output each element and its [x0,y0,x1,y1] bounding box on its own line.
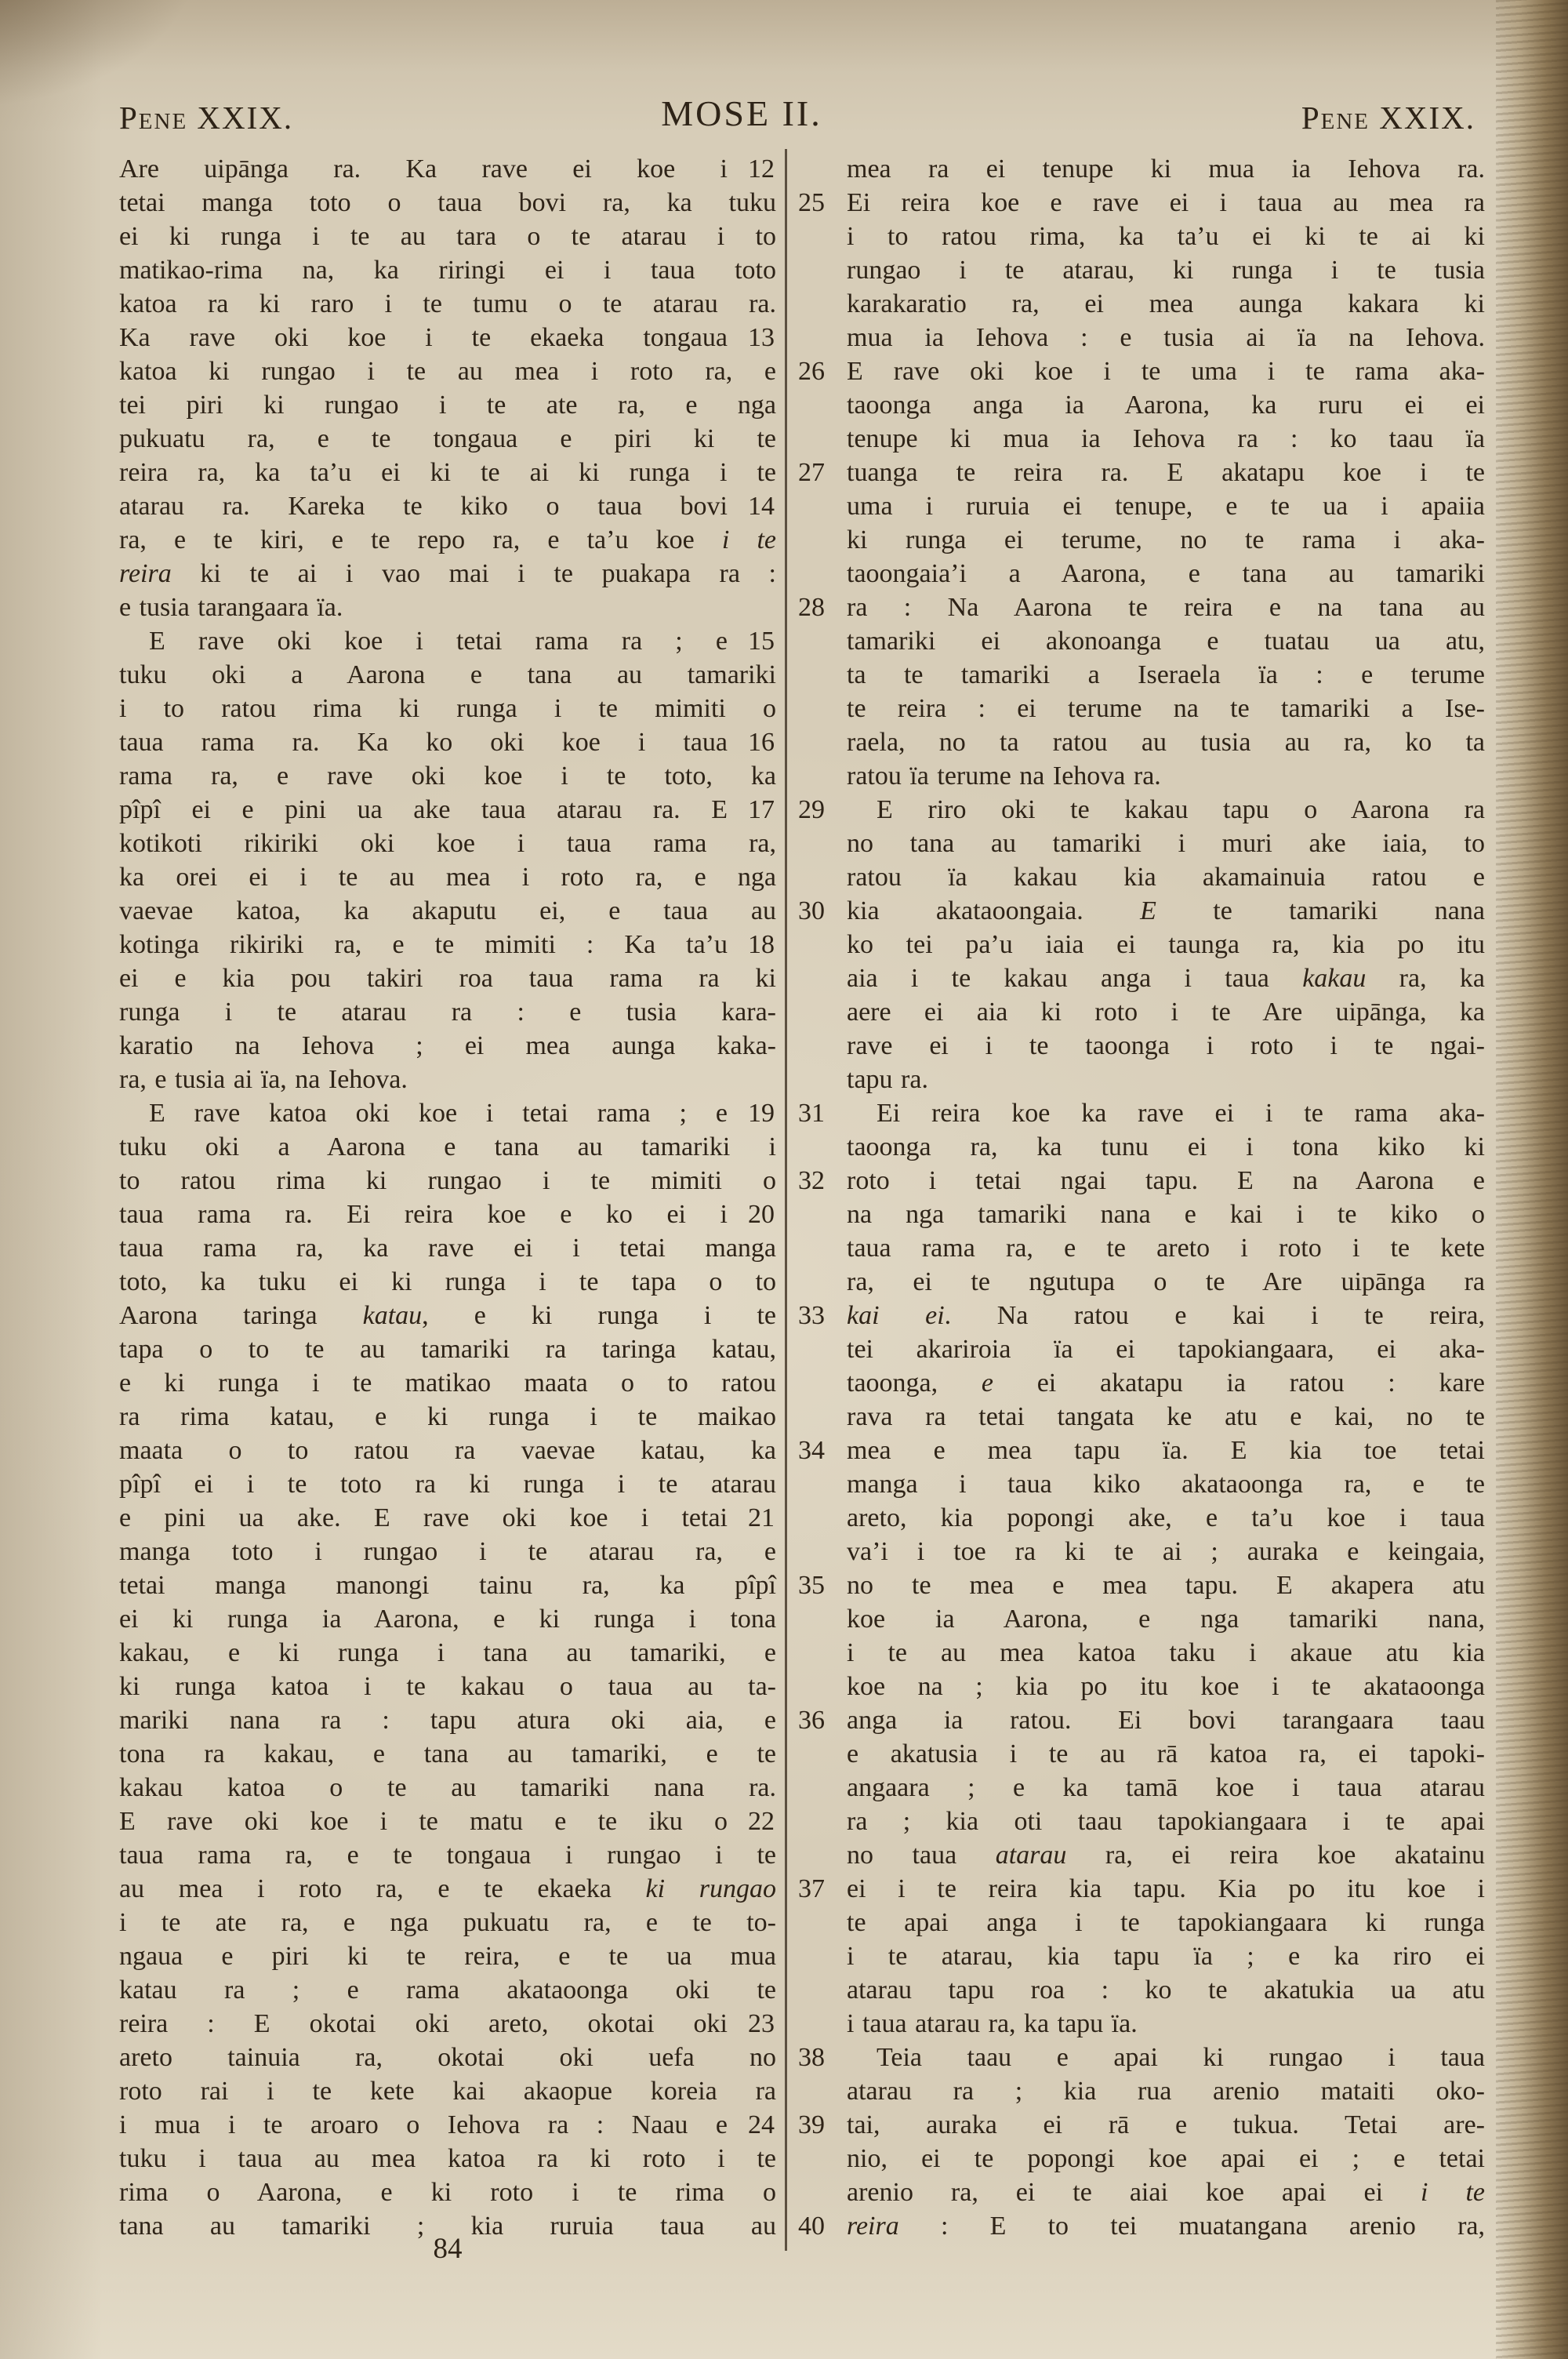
text-line [119,321,776,354]
verse-number: 13 [748,323,775,352]
verse-text: ki runga katoa i te kakau o taua au ta- [119,1672,776,1701]
text-line [798,894,1485,928]
text-line [119,1670,776,1703]
text-line [798,2175,1485,2209]
verse-text: pîpî ei e pini ua ake taua atarau ra. E [119,795,728,824]
verse-text: taoonga, e ei akatapu ia ratou : kare [847,1369,1485,1398]
text-line [119,523,776,557]
text-line [119,1029,776,1063]
text-line [798,354,1485,388]
text-line [798,1164,1485,1198]
text-line [798,1602,1485,1636]
text-line [798,1838,1485,1872]
verse-number: 12 [748,154,775,184]
verse-text: Teia taau e apai ki rungao i taua [877,2043,1485,2072]
verse-text: taoonga ra, ka tunu ei i tona kiko ki [847,1132,1485,1161]
verse-text: atarau tapu roa : ko te akatukia ua atu [847,1976,1485,2005]
text-line [798,1467,1485,1501]
text-line [798,422,1485,456]
verse-number: 35 [798,1571,825,1600]
verse-text: tei akariroia ïa ei tapokiangaara, ei aka- [847,1335,1485,1364]
verse-text: E rave oki koe i tetai rama ra ; e [149,627,728,656]
text-line [798,1703,1485,1737]
text-line [119,1130,776,1164]
text-line [119,860,776,894]
text-line [798,186,1485,220]
text-line [798,456,1485,489]
text-line [119,220,776,253]
verse-text: rungao i te atarau, ki runga i te tusia [847,256,1485,285]
verse-number: 24 [748,2110,775,2139]
verse-text: rama ra, e rave oki koe i te toto, ka [119,761,776,791]
verse-text: ei i te reira kia tapu. Kia po itu koe i [847,1874,1485,1903]
verse-text: rima o Aarona, e ki roto i te rima o [119,2178,776,2207]
verse-text: katau ra ; e rama akataoonga oki te [119,1976,776,2005]
text-line [119,557,776,591]
text-line [798,1096,1485,1130]
verse-number: 16 [748,728,775,757]
text-line [798,961,1485,995]
text-line [798,388,1485,422]
text-line [119,1906,776,1939]
text-line [119,1366,776,1400]
text-line [798,827,1485,860]
verse-text: na nga tamariki nana e kai i te kiko o [847,1200,1485,1229]
verse-text: tuku oki a Aarona e tana au tamariki [119,660,776,689]
verse-number: 32 [798,1166,825,1195]
verse-text: ra, e te kiri, e te repo ra, e ta’u koe i te [119,525,776,554]
text-line [798,253,1485,287]
book-page-edge [1496,0,1568,2359]
verse-text: i te au mea katoa taku i akaue atu kia [847,1638,1485,1667]
text-line [119,759,776,793]
text-line [798,1670,1485,1703]
verse-text: mea ra ei tenupe ki mua ia Iehova ra. [847,154,1485,184]
verse-number: 17 [748,795,775,824]
verse-text: matikao-rima na, ka riringi ei i taua toto [119,256,776,285]
verse-text: katoa ki rungao i te au mea i roto ra, e [119,357,776,386]
right-text-column [798,152,1485,2243]
text-line [119,186,776,220]
verse-text: tana au tamariki ; kia ruruia taua au [119,2212,776,2241]
text-line [119,995,776,1029]
verse-text: roto i tetai ngai tapu. E na Aarona e [847,1166,1485,1195]
verse-text: i taua atarau ra, ka tapu ïa. [847,2009,1138,2038]
running-head-book-title: MOSE II. [661,93,822,133]
text-line [119,2074,776,2108]
verse-text: mariki nana ra : tapu atura oki aia, e [119,1706,776,1735]
verse-text: reira : E okotai oki areto, okotai oki [119,2009,728,2038]
verse-text: mua ia Iehova : e tusia ai ïa na Iehova. [847,323,1485,352]
text-line [119,961,776,995]
text-line [119,1771,776,1805]
text-line [119,1434,776,1467]
text-line [798,287,1485,321]
text-line [798,860,1485,894]
verse-number: 29 [798,795,825,824]
verse-text: E riro oki te kakau tapu o Aarona ra [877,795,1485,824]
verse-text: taua rama ra. Ka ko oki koe i taua [119,728,728,757]
text-line [119,1467,776,1501]
verse-text: tetai manga toto o taua bovi ra, ka tuku [119,188,776,217]
text-line [119,1703,776,1737]
text-line [119,1400,776,1434]
verse-text: ki runga ei terume, no te rama i aka- [847,525,1485,554]
verse-text: taoongaia’i a Aarona, e tana au tamariki [847,559,1485,588]
verse-text: i te ate ra, e nga pukuatu ra, e te to- [119,1908,776,1937]
verse-text: e pini ua ake. E rave oki koe i tetai [119,1503,728,1532]
verse-text: ra rima katau, e ki runga i te maikao [119,1402,776,1431]
text-line [798,1434,1485,1467]
text-line [119,152,776,186]
text-line [798,2074,1485,2108]
text-line [119,1231,776,1265]
text-line [119,2142,776,2175]
text-line [798,1973,1485,2007]
verse-text: Ka rave oki koe i te ekaeka tongaua [119,323,728,352]
text-line [119,1805,776,1838]
text-line [798,1568,1485,1602]
text-line [119,1636,776,1670]
text-line [798,1366,1485,1400]
verse-text: tona ra kakau, e tana au tamariki, e te [119,1739,776,1768]
text-line [798,1198,1485,1231]
running-head-chapter-left: Pene XXIX. [119,100,294,136]
verse-text: te reira : ei terume na te tamariki a Ise- [847,694,1485,723]
verse-text: i te atarau, kia tapu ïa ; e ka riro ei [847,1942,1485,1971]
verse-text: rave ei i te taoonga i roto i te ngai- [847,1031,1485,1060]
text-line [119,894,776,928]
text-line [119,1973,776,2007]
text-line [119,658,776,692]
page-number: 84 [433,2233,463,2265]
verse-text: ei ki runga ia Aarona, e ki runga i tona [119,1605,776,1634]
verse-text: uma i ruruia ei tenupe, e te ua i apaiia [847,492,1485,521]
verse-text: ngaua e piri ki te reira, e te ua mua [119,1942,776,1971]
verse-text: arenio ra, ei te aiai koe apai ei i te [847,2178,1486,2207]
verse-text: tai, auraka ei rā e tukua. Tetai are- [847,2110,1485,2139]
verse-number: 19 [748,1099,775,1128]
verse-text: tenupe ki mua ia Iehova ra : ko taau ïa [847,424,1485,453]
verse-text: ra : Na Aarona te reira e na tana au [847,593,1485,622]
text-line [798,2007,1485,2041]
text-line [119,1568,776,1602]
text-line [798,2108,1485,2142]
verse-text: raela, no ta ratou au tusia au ra, ko ta [847,728,1485,757]
text-line [798,1265,1485,1299]
verse-text: E rave oki koe i te uma i te rama aka- [847,357,1485,386]
verse-text: tapa o to te au tamariki ra taringa katau, [119,1335,776,1364]
text-line [798,1029,1485,1063]
text-line [798,1063,1485,1096]
verse-text: Are uipānga ra. Ka rave ei koe i [119,154,728,184]
text-line [119,725,776,759]
verse-text: nio, ei te popongi koe apai ei ; e tetai [847,2144,1485,2173]
verse-number: 28 [798,593,825,622]
text-line [119,2041,776,2074]
verse-text: e tusia tarangaara ïa. [119,593,343,622]
text-line [798,995,1485,1029]
verse-text: no tana au tamariki i muri ake iaia, to [847,829,1485,858]
verse-number: 30 [798,896,825,925]
verse-text: i to ratou rima ki runga i te mimiti o [119,694,776,723]
text-line [119,827,776,860]
verse-text: pîpî ei i te toto ra ki runga i te atarau [119,1470,776,1499]
verse-text: runga i te atarau ra : e tusia kara- [119,998,776,1027]
text-line [119,793,776,827]
text-line [119,287,776,321]
text-line [798,692,1485,725]
verse-text: taua rama ra. Ei reira koe e ko ei i [119,1200,728,1229]
text-line [119,388,776,422]
verse-text: Ei reira koe e rave ei i taua au mea ra [847,188,1485,217]
verse-text: maata o to ratou ra vaevae katau, ka [119,1436,776,1465]
verse-text: Ei reira koe ka rave ei i te rama aka- [877,1099,1485,1128]
text-line [798,658,1485,692]
text-line [119,1602,776,1636]
text-line [798,1400,1485,1434]
verse-text: aia i te kakau anga i taua kakau ra, ka [847,964,1485,993]
text-line [798,557,1485,591]
verse-text: i mua i te aroaro o Iehova ra : Naau e [119,2110,728,2139]
verse-text: tetai manga manongi tainu ra, ka pîpî [119,1571,776,1600]
verse-text: e akatusia i te au rā katoa ra, ei tapoki- [847,1739,1485,1768]
text-line [119,1265,776,1299]
running-head-chapter-right: Pene XXIX. [1301,100,1475,136]
verse-text: pukuatu ra, e te tongaua e piri ki te [119,424,776,453]
text-line [119,1299,776,1332]
verse-text: tapu ra. [847,1065,928,1094]
verse-number: 21 [748,1503,775,1532]
verse-text: kia akataoongaia. E te tamariki nana [847,896,1485,925]
verse-number: 33 [798,1301,825,1330]
text-line [798,1737,1485,1771]
verse-text: anga ia ratou. Ei bovi tarangaara taau [847,1706,1485,1735]
verse-text: karakaratio ra, ei mea aunga kakara ki [847,289,1485,318]
text-line [798,1332,1485,1366]
verse-text: taua rama ra, e te areto i roto i te kete [847,1234,1485,1263]
text-line [119,1939,776,1973]
verse-text: au mea i roto ra, e te ekaeka ki rungao [119,1874,776,1903]
verse-text: ta te tamariki a Iseraela ïa : e terume [847,660,1485,689]
column-divider-rule [785,149,787,2251]
text-line [798,1771,1485,1805]
verse-text: vaevae katoa, ka akaputu ei, e taua au [119,896,776,925]
text-line [798,1130,1485,1164]
verse-number: 18 [748,930,775,959]
verse-text: toto, ka tuku ei ki runga i te tapa o to [119,1267,776,1296]
text-line [798,1939,1485,1973]
verse-text: e ki runga i te matikao maata o to ratou [119,1369,776,1398]
text-line [119,489,776,523]
verse-number: 26 [798,357,825,386]
verse-text: angaara ; e ka tamā koe i taua atarau [847,1773,1485,1802]
text-line [119,624,776,658]
verse-number: 14 [748,492,775,521]
text-line [119,692,776,725]
verse-number: 31 [798,1099,825,1128]
text-line [119,1063,776,1096]
verse-text: ratou ïa terume na Iehova ra. [847,761,1161,791]
text-line [119,354,776,388]
verse-text: tamariki ei akonoanga e tuatau ua atu, [847,627,1485,656]
verse-text: karatio na Iehova ; ei mea aunga kaka- [119,1031,776,1060]
text-line [798,523,1485,557]
text-line [798,1231,1485,1265]
verse-text: ratou ïa kakau kia akamainuia ratou e [847,863,1485,892]
text-line [798,489,1485,523]
text-line [798,928,1485,961]
text-line [119,1164,776,1198]
text-line [119,2007,776,2041]
text-line [798,591,1485,624]
verse-text: tei piri ki rungao i te ate ra, e nga [119,391,776,420]
text-line [119,1501,776,1535]
verse-text: to ratou rima ki rungao i te mimiti o [119,1166,776,1195]
verse-text: E rave katoa oki koe i tetai rama ; e [149,1099,728,1128]
verse-number: 37 [798,1874,825,1903]
text-line [119,422,776,456]
verse-text: ei ki runga i te au tara o te atarau i to [119,222,776,251]
text-line [798,1299,1485,1332]
text-line [119,2108,776,2142]
verse-text: taoonga anga ia Aarona, ka ruru ei ei [847,391,1485,420]
verse-text: ka orei ei i te au mea i roto ra, e nga [119,863,776,892]
text-line [798,759,1485,793]
text-line [119,1198,776,1231]
verse-text: ko tei pa’u iaia ei taunga ra, kia po itu [847,930,1485,959]
text-line [798,1805,1485,1838]
verse-number: 22 [748,1807,775,1836]
text-line [798,2142,1485,2175]
text-line [119,1737,776,1771]
text-line [119,2175,776,2209]
text-line [798,321,1485,354]
text-line [119,591,776,624]
verse-text: va’i i toe ra ki te ai ; auraka e keingaia, [847,1537,1485,1566]
text-line [798,220,1485,253]
verse-text: rava ra tetai tangata ke atu e kai, no te [847,1402,1485,1431]
text-line [798,1501,1485,1535]
text-line [798,1906,1485,1939]
verse-text: tuanga te reira ra. E akatapu koe i te [847,458,1485,487]
verse-text: no te mea e mea tapu. E akapera atu [847,1571,1485,1600]
verse-text: ra ; kia oti taau tapokiangaara i te apai [847,1807,1485,1836]
text-line [798,725,1485,759]
text-line [798,1535,1485,1568]
verse-text: no taua atarau ra, ei reira koe akatainu [847,1841,1485,1870]
verse-text: roto rai i te kete kai akaopue koreia ra [119,2077,776,2106]
verse-number: 20 [748,1200,775,1229]
verse-text: tuku oki a Aarona e tana au tamariki i [119,1132,776,1161]
verse-number: 27 [798,458,825,487]
verse-number: 15 [748,627,775,656]
verse-text: kai ei. Na ratou e kai i te reira, [847,1301,1485,1330]
verse-text: atarau ra ; kia rua arenio mataiti oko- [847,2077,1485,2106]
verse-text: reira ki te ai i vao mai i te puakapa ra : [119,559,776,588]
verse-text: ra, e tusia ai ïa, na Iehova. [119,1065,408,1094]
text-line [119,928,776,961]
verse-number: 25 [798,188,825,217]
verse-text: koe ia Aarona, e nga tamariki nana, [847,1605,1485,1634]
text-line [798,1636,1485,1670]
verse-text: koe na ; kia po itu koe i te akataoonga [847,1672,1485,1701]
verse-number: 36 [798,1706,825,1735]
verse-text: ei e kia pou takiri roa taua rama ra ki [119,964,776,993]
verse-text: manga toto i rungao i te atarau ra, e [119,1537,776,1566]
verse-text: E rave oki koe i te matu e te iku o [119,1807,728,1836]
text-line [119,253,776,287]
verse-number: 39 [798,2110,825,2139]
verse-text: taua rama ra, ka rave ei i tetai manga [119,1234,776,1263]
verse-text: kakau katoa o te au tamariki nana ra. [119,1773,776,1802]
text-line [119,456,776,489]
text-line [798,624,1485,658]
verse-text: taua rama ra, e te tongaua i rungao i te [119,1841,776,1870]
verse-text: kotinga rikiriki ra, e te mimiti : Ka ta’u [119,930,728,959]
verse-text: katoa ra ki raro i te tumu o te atarau ra. [119,289,776,318]
verse-number: 23 [748,2009,775,2038]
verse-number: 34 [798,1436,825,1465]
text-line [119,1535,776,1568]
verse-text: ra, ei te ngutupa o te Are uipānga ra [847,1267,1485,1296]
verse-text: te apai anga i te tapokiangaara ki runga [847,1908,1485,1937]
verse-text: manga i taua kiko akataoonga ra, e te [847,1470,1485,1499]
text-line [119,1872,776,1906]
verse-text: i to ratou rima, ka ta’u ei ki te ai ki [847,222,1485,251]
text-line [119,1838,776,1872]
text-line [119,1332,776,1366]
verse-text: kotikoti rikiriki oki koe i taua rama ra, [119,829,776,858]
verse-text: reira ra, ka ta’u ei ki te ai ki runga i te [119,458,776,487]
verse-text: areto tainuia ra, okotai oki uefa no [119,2043,776,2072]
verse-text: atarau ra. Kareka te kiko o taua bovi [119,492,728,521]
text-line [798,2209,1485,2243]
text-line [798,1872,1485,1906]
left-text-column [119,152,776,2243]
text-line [119,1096,776,1130]
verse-text: kakau, e ki runga i tana au tamariki, e [119,1638,776,1667]
verse-text: aere ei aia ki roto i te Are uipānga, ka [847,998,1485,1027]
text-line [798,152,1485,186]
text-line [798,793,1485,827]
verse-text: tuku i taua au mea katoa ra ki roto i te [119,2144,776,2173]
verse-text: areto, kia popongi ake, e ta’u koe i taua [847,1503,1485,1532]
verse-number: 40 [798,2212,825,2241]
verse-number: 38 [798,2043,825,2072]
verse-text: reira : E to tei muatangana arenio ra, [847,2212,1485,2241]
text-line [798,2041,1485,2074]
verse-text: mea e mea tapu ïa. E kia toe tetai [847,1436,1485,1465]
verse-text: Aarona taringa katau, e ki runga i te [119,1301,776,1330]
